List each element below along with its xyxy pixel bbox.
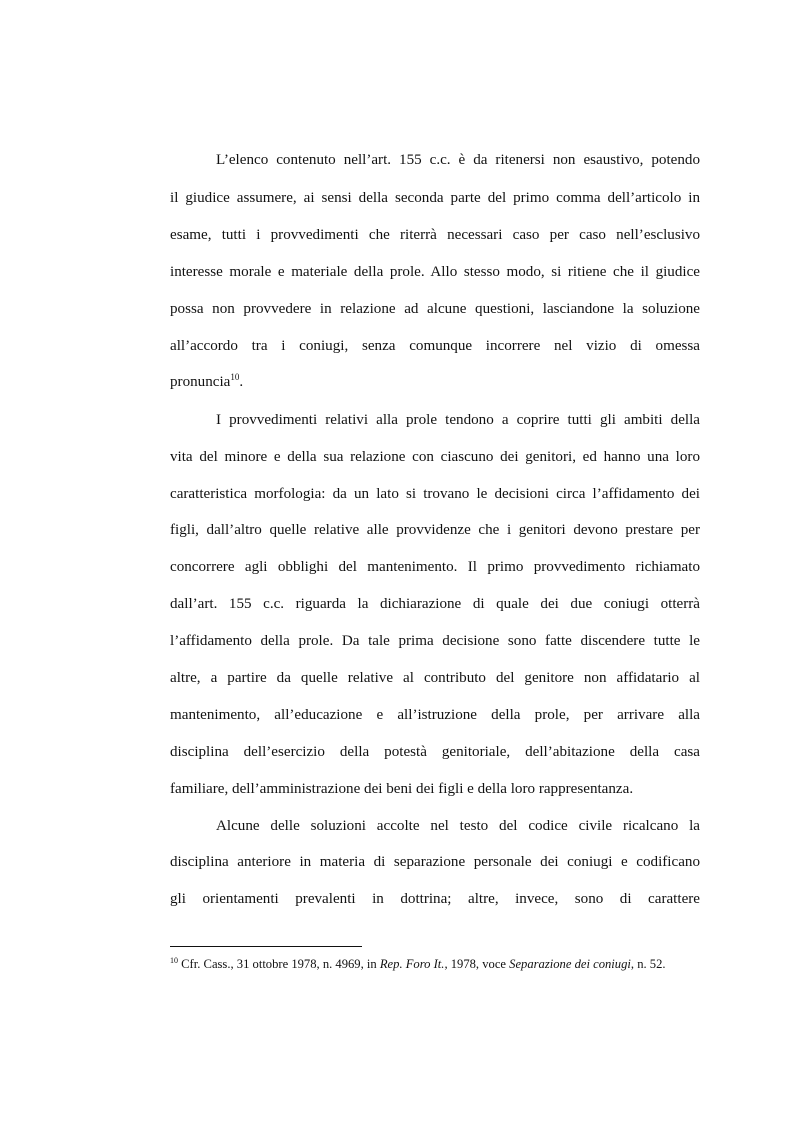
footnote-text: Cfr. Cass., 31 ottobre 1978, n. 4969, in (178, 957, 380, 971)
text-line: mantenimento, all’educazione e all’istruzione della prole, per arrivare alla (170, 707, 700, 723)
footnote-number: 10 (170, 956, 178, 965)
text-fragment: . (239, 374, 244, 390)
text-line: l’affidamento della prole. Da tale prima decisione sono fatte discendere tutte le (170, 633, 700, 649)
text-line: familiare, dell’amministrazione dei beni dei figli e della loro rappresentanza. (170, 781, 634, 797)
text-line: Alcune delle soluzioni accolte nel testo del codice civile ricalcano la (216, 818, 700, 834)
footnote-reference: 10 (230, 372, 240, 382)
text-line: interesse morale e materiale della prole. Allo stesso modo, si ritiene che il giudice (170, 264, 700, 280)
text-line: disciplina dell’esercizio della potestà genitoriale, dell’abitazione della casa (170, 744, 700, 760)
text-fragment: pronuncia (170, 374, 231, 390)
footnote-text: 1978, voce (447, 957, 510, 971)
text-line: esame, tutti i provvedimenti che riterrà necessari caso per caso nell’esclusivo (170, 227, 700, 243)
text-line: figli, dall’altro quelle relative alle provvidenze che i genitori devono prestare per (170, 522, 700, 538)
footnote-citation: Rep. Foro It., (379, 957, 448, 971)
footnote-separator (170, 946, 362, 947)
footnote-citation: Separazione dei coniugi (509, 957, 631, 971)
text-line: L’elenco contenuto nell’art. 155 c.c. è da ritenersi non esaustivo, potendo (216, 152, 700, 168)
text-line: caratteristica morfologia: da un lato si trovano le decisioni circa l’affidamento dei (170, 486, 700, 502)
text-line: concorrere agli obblighi del mantenimento. Il primo provvedimento richiamato (170, 559, 700, 575)
text-line: altre, a partire da quelle relative al contributo del genitore non affidatario al (170, 670, 700, 686)
text-line (170, 372, 700, 392)
text-line: disciplina anteriore in materia di separazione personale dei coniugi e codificano (170, 854, 700, 870)
text-line: vita del minore e della sua relazione con ciascuno dei genitori, ed hanno una loro (170, 449, 700, 465)
text-line: il giudice assumere, ai sensi della seconda parte del primo comma dell’articolo in (170, 190, 700, 206)
text-line: gli orientamenti prevalenti in dottrina; altre, invece, sono di carattere (170, 891, 700, 907)
text-line: dall’art. 155 c.c. riguarda la dichiarazione di quale dei due coniugi otterrà (170, 596, 700, 612)
footnote-text: , n. 52. (630, 957, 666, 971)
text-line: I provvedimenti relativi alla prole tendono a coprire tutti gli ambiti della (216, 412, 700, 428)
text-line: all’accordo tra i coniugi, senza comunque incorrere nel vizio di omessa (170, 338, 700, 354)
footnote (170, 955, 710, 973)
text-line: possa non provvedere in relazione ad alcune questioni, lasciandone la soluzione (170, 301, 700, 317)
